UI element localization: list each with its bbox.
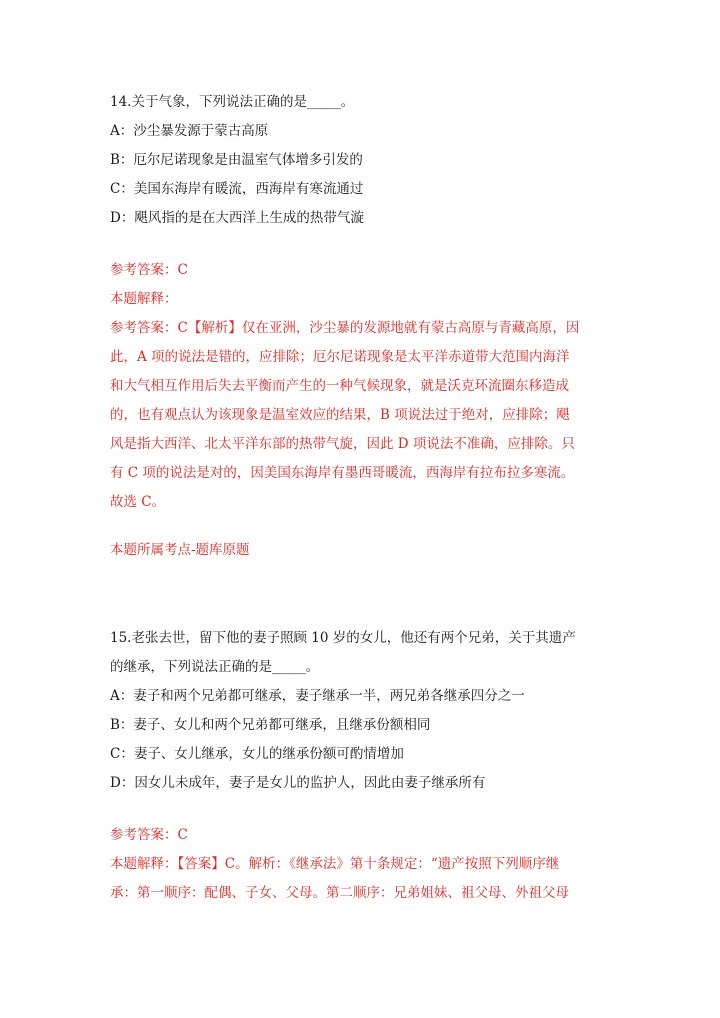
- reference-answer: 参考答案：C: [110, 827, 188, 843]
- option-c: C：美国东海岸有暖流，西海岸有寒流通过: [110, 181, 364, 197]
- explanation-line: 有 C 项的说法是对的，因美国东海岸有墨西哥暖流，西海岸有拉布拉多寒流。: [110, 465, 575, 481]
- explanation-heading: 本题解释：: [110, 291, 178, 307]
- explanation-line: 故选 C。: [110, 494, 166, 510]
- question-stem: 15.老张去世，留下他的妻子照顾 10 岁的女儿，他还有两个兄弟，关于其遗产: [110, 630, 576, 646]
- question-14: [110, 88, 610, 233]
- explanation-line: 承：第一顺序：配偶、子女、父母。第二顺序：兄弟姐妹、祖父母、外祖父母: [110, 885, 569, 901]
- option-b: B：厄尔尼诺现象是由温室气体增多引发的: [110, 152, 363, 168]
- option-a: A：妻子和两个兄弟都可继承，妻子继承一半，两兄弟各继承四分之一: [110, 688, 525, 704]
- answer-15: [110, 821, 610, 908]
- question-stem: 的继承，下列说法正确的是_____。: [110, 659, 320, 675]
- explanation-line: 的，也有观点认为该现象是温室效应的结果，B 项说法过于绝对，应排除；飓: [110, 407, 570, 423]
- topic-14: [110, 536, 610, 565]
- option-a: A：沙尘暴发源于蒙古高原: [110, 123, 269, 139]
- question-15: [110, 624, 610, 798]
- explanation-line: 和大气相互作用后失去平衡而产生的一种气候现象，就是沃克环流圈东移造成: [110, 378, 569, 394]
- explanation-line: 本题解释：【答案】C。解析：《继承法》第十条规定：“遗产按照下列顺序继: [110, 856, 560, 872]
- option-b: B：妻子、女儿和两个兄弟都可继承，且继承份额相同: [110, 717, 431, 733]
- question-stem: 14.关于气象，下列说法正确的是_____。: [110, 94, 355, 110]
- explanation-line: 参考答案：C【解析】仅在亚洲，沙尘暴的发源地就有蒙古高原与青藏高原，因: [110, 320, 580, 336]
- topic-label: 本题所属考点-题库原题: [110, 542, 250, 558]
- answer-14: [110, 256, 610, 517]
- option-d: D：因女儿未成年，妻子是女儿的监护人，因此由妻子继承所有: [110, 775, 486, 791]
- explanation-line: 此，A 项的说法是错的，应排除；厄尔尼诺现象是太平洋赤道带大范围内海洋: [110, 349, 570, 365]
- option-c: C：妻子、女儿继承，女儿的继承份额可酌情增加: [110, 746, 404, 762]
- explanation-line: 风是指大西洋、北太平洋东部的热带气旋，因此 D 项说法不准确，应排除。只: [110, 436, 575, 452]
- reference-answer: 参考答案：C: [110, 262, 188, 278]
- option-d: D：飓风指的是在大西洋上生成的热带气漩: [110, 210, 364, 226]
